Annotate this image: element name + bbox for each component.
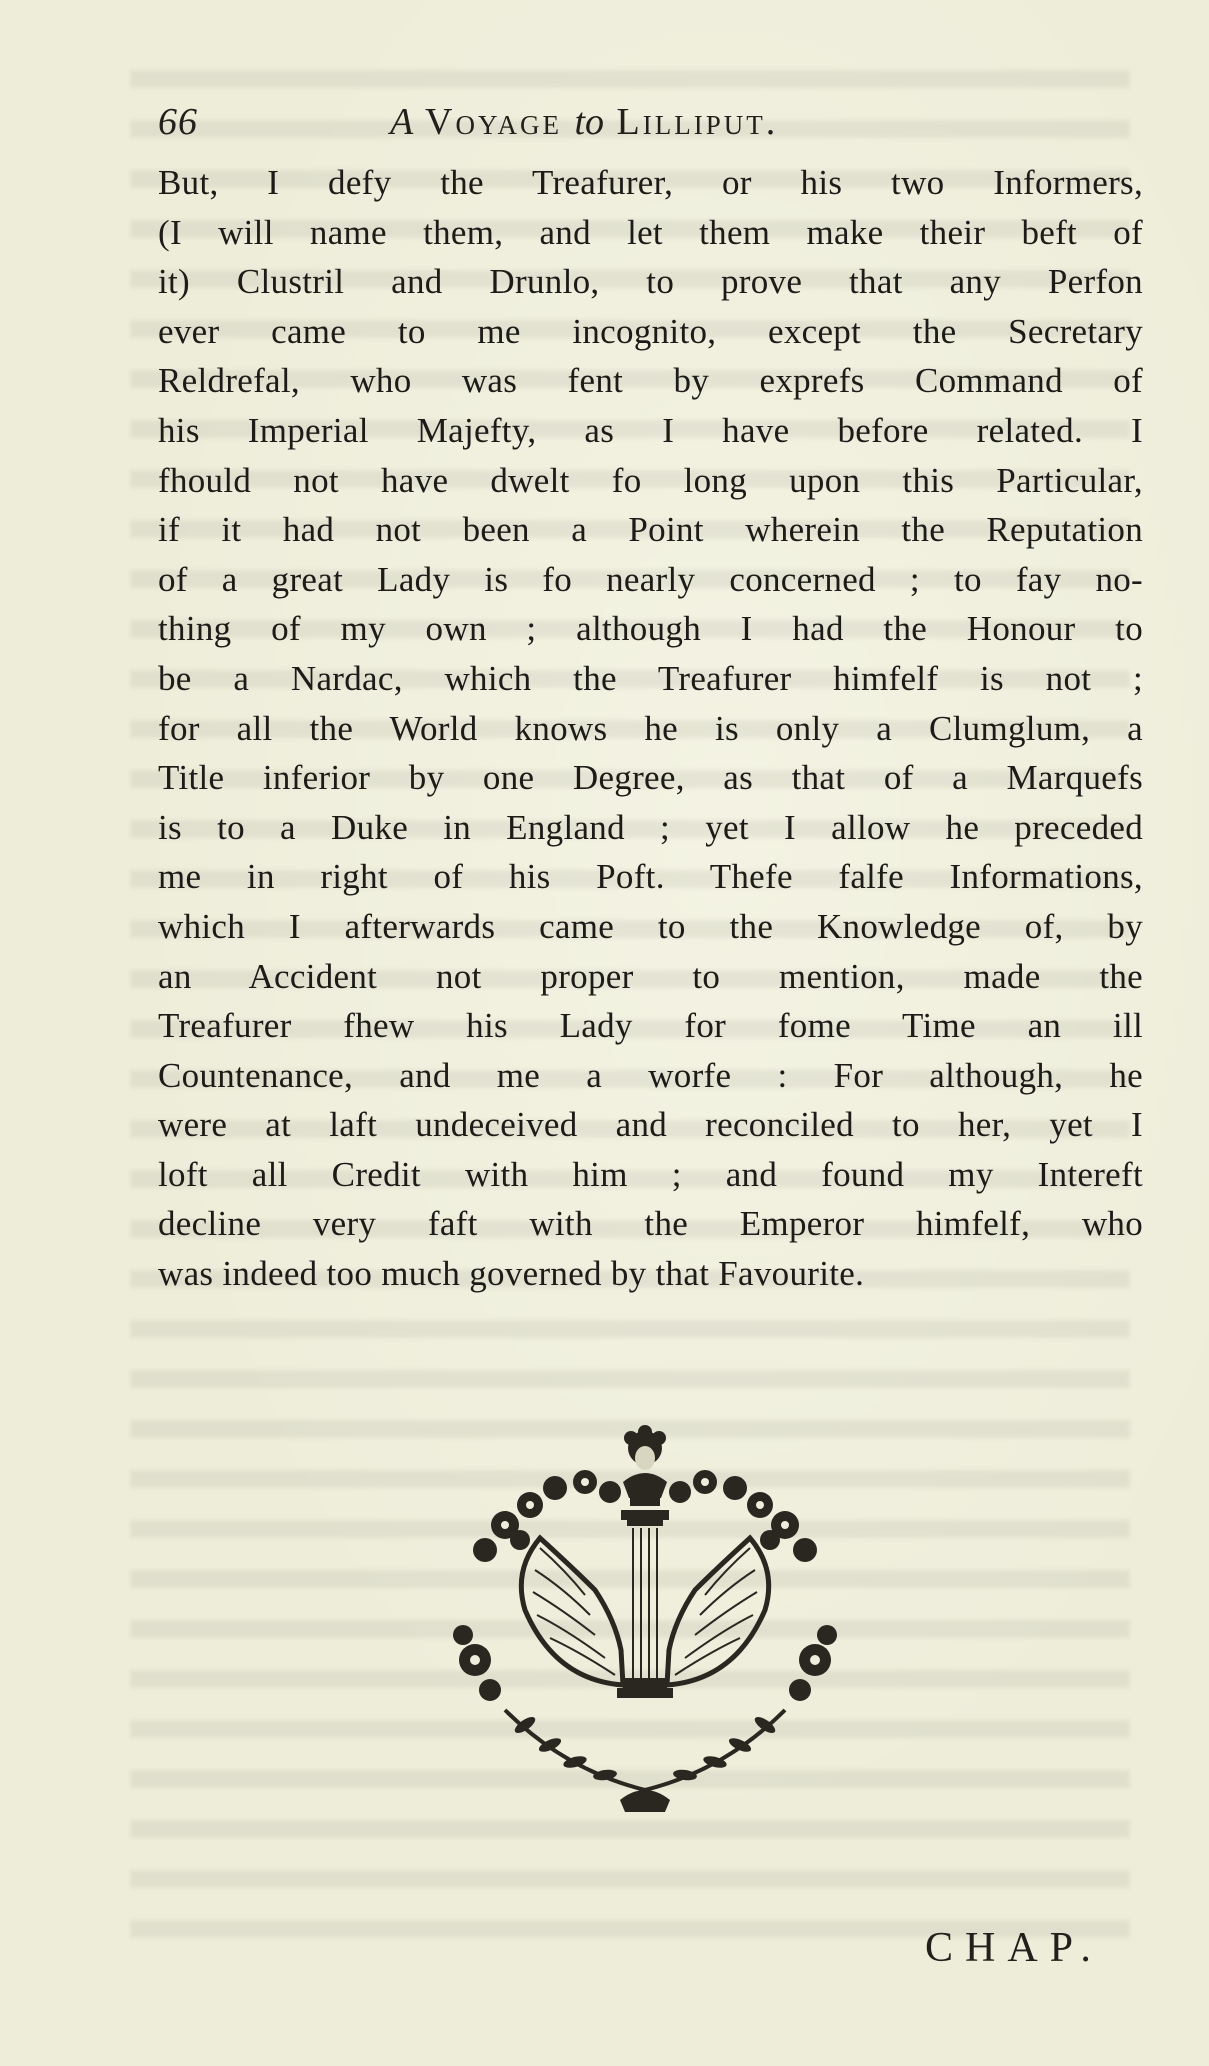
text-line: Title inferior by one Degree, as that of a Marquefs: [158, 758, 1143, 798]
text-line: it) Clustril and Drunlo, to prove that any Perfon: [158, 262, 1143, 302]
text-line: which I afterwards came to the Knowledge of, by: [158, 906, 1143, 946]
running-head: [158, 100, 1058, 150]
catchword: CHAP.: [925, 1925, 1103, 1971]
text-line: ever came to me incognito, except the Secretary: [158, 311, 1143, 351]
text-line: were at laft undeceived and reconciled to her, yet I: [158, 1105, 1143, 1145]
text-line: Countenance, and me a worfe : For although, he: [158, 1055, 1143, 1095]
bust-column-cornucopia-ornament-icon: [445, 1420, 845, 1820]
text-line: Reldrefal, who was fent by exprefs Command of: [158, 361, 1143, 401]
running-title-article: A: [390, 101, 414, 143]
text-line: But, I defy the Treafurer, or his two Informers,: [158, 163, 1143, 202]
text-line: for all the World knows he is only a Clumglum, a: [158, 708, 1143, 748]
text-line: is to a Duke in England ; yet I allow he preceded: [158, 807, 1143, 847]
text-line: be a Nardac, which the Treafurer himfelf is not ;: [158, 658, 1143, 698]
page-number: 66: [158, 101, 198, 143]
text-line: of a great Lady is fo nearly concerned ; to fay no-: [158, 559, 1143, 599]
text-line: fhould not have dwelt fo long upon this Particular,: [158, 460, 1143, 500]
text-line: me in right of his Poft. Thefe falfe Informations,: [158, 857, 1143, 897]
running-title-place: Lilliput.: [616, 101, 779, 143]
text-line: was indeed too much governed by that Favourite.: [158, 1254, 865, 1294]
text-line: if it had not been a Point wherein the Reputation: [158, 510, 1143, 550]
running-title-main: Voyage: [425, 101, 562, 143]
text-line: an Accident not proper to mention, made the: [158, 956, 1143, 996]
running-title: [390, 100, 778, 144]
text-line: loft all Credit with him ; and found my Intereft: [158, 1154, 1143, 1194]
text-line: his Imperial Majefty, as I have before related. I: [158, 410, 1143, 450]
text-line: decline very faft with the Emperor himfelf, who: [158, 1204, 1143, 1244]
text-line: thing of my own ; although I had the Honour to: [158, 609, 1143, 649]
body-text: [158, 158, 1143, 1299]
running-title-preposition: to: [574, 101, 605, 143]
text-line: (I will name them, and let them make their beft of: [158, 212, 1143, 252]
text-line: Treafurer fhew his Lady for fome Time an ill: [158, 1006, 1143, 1046]
